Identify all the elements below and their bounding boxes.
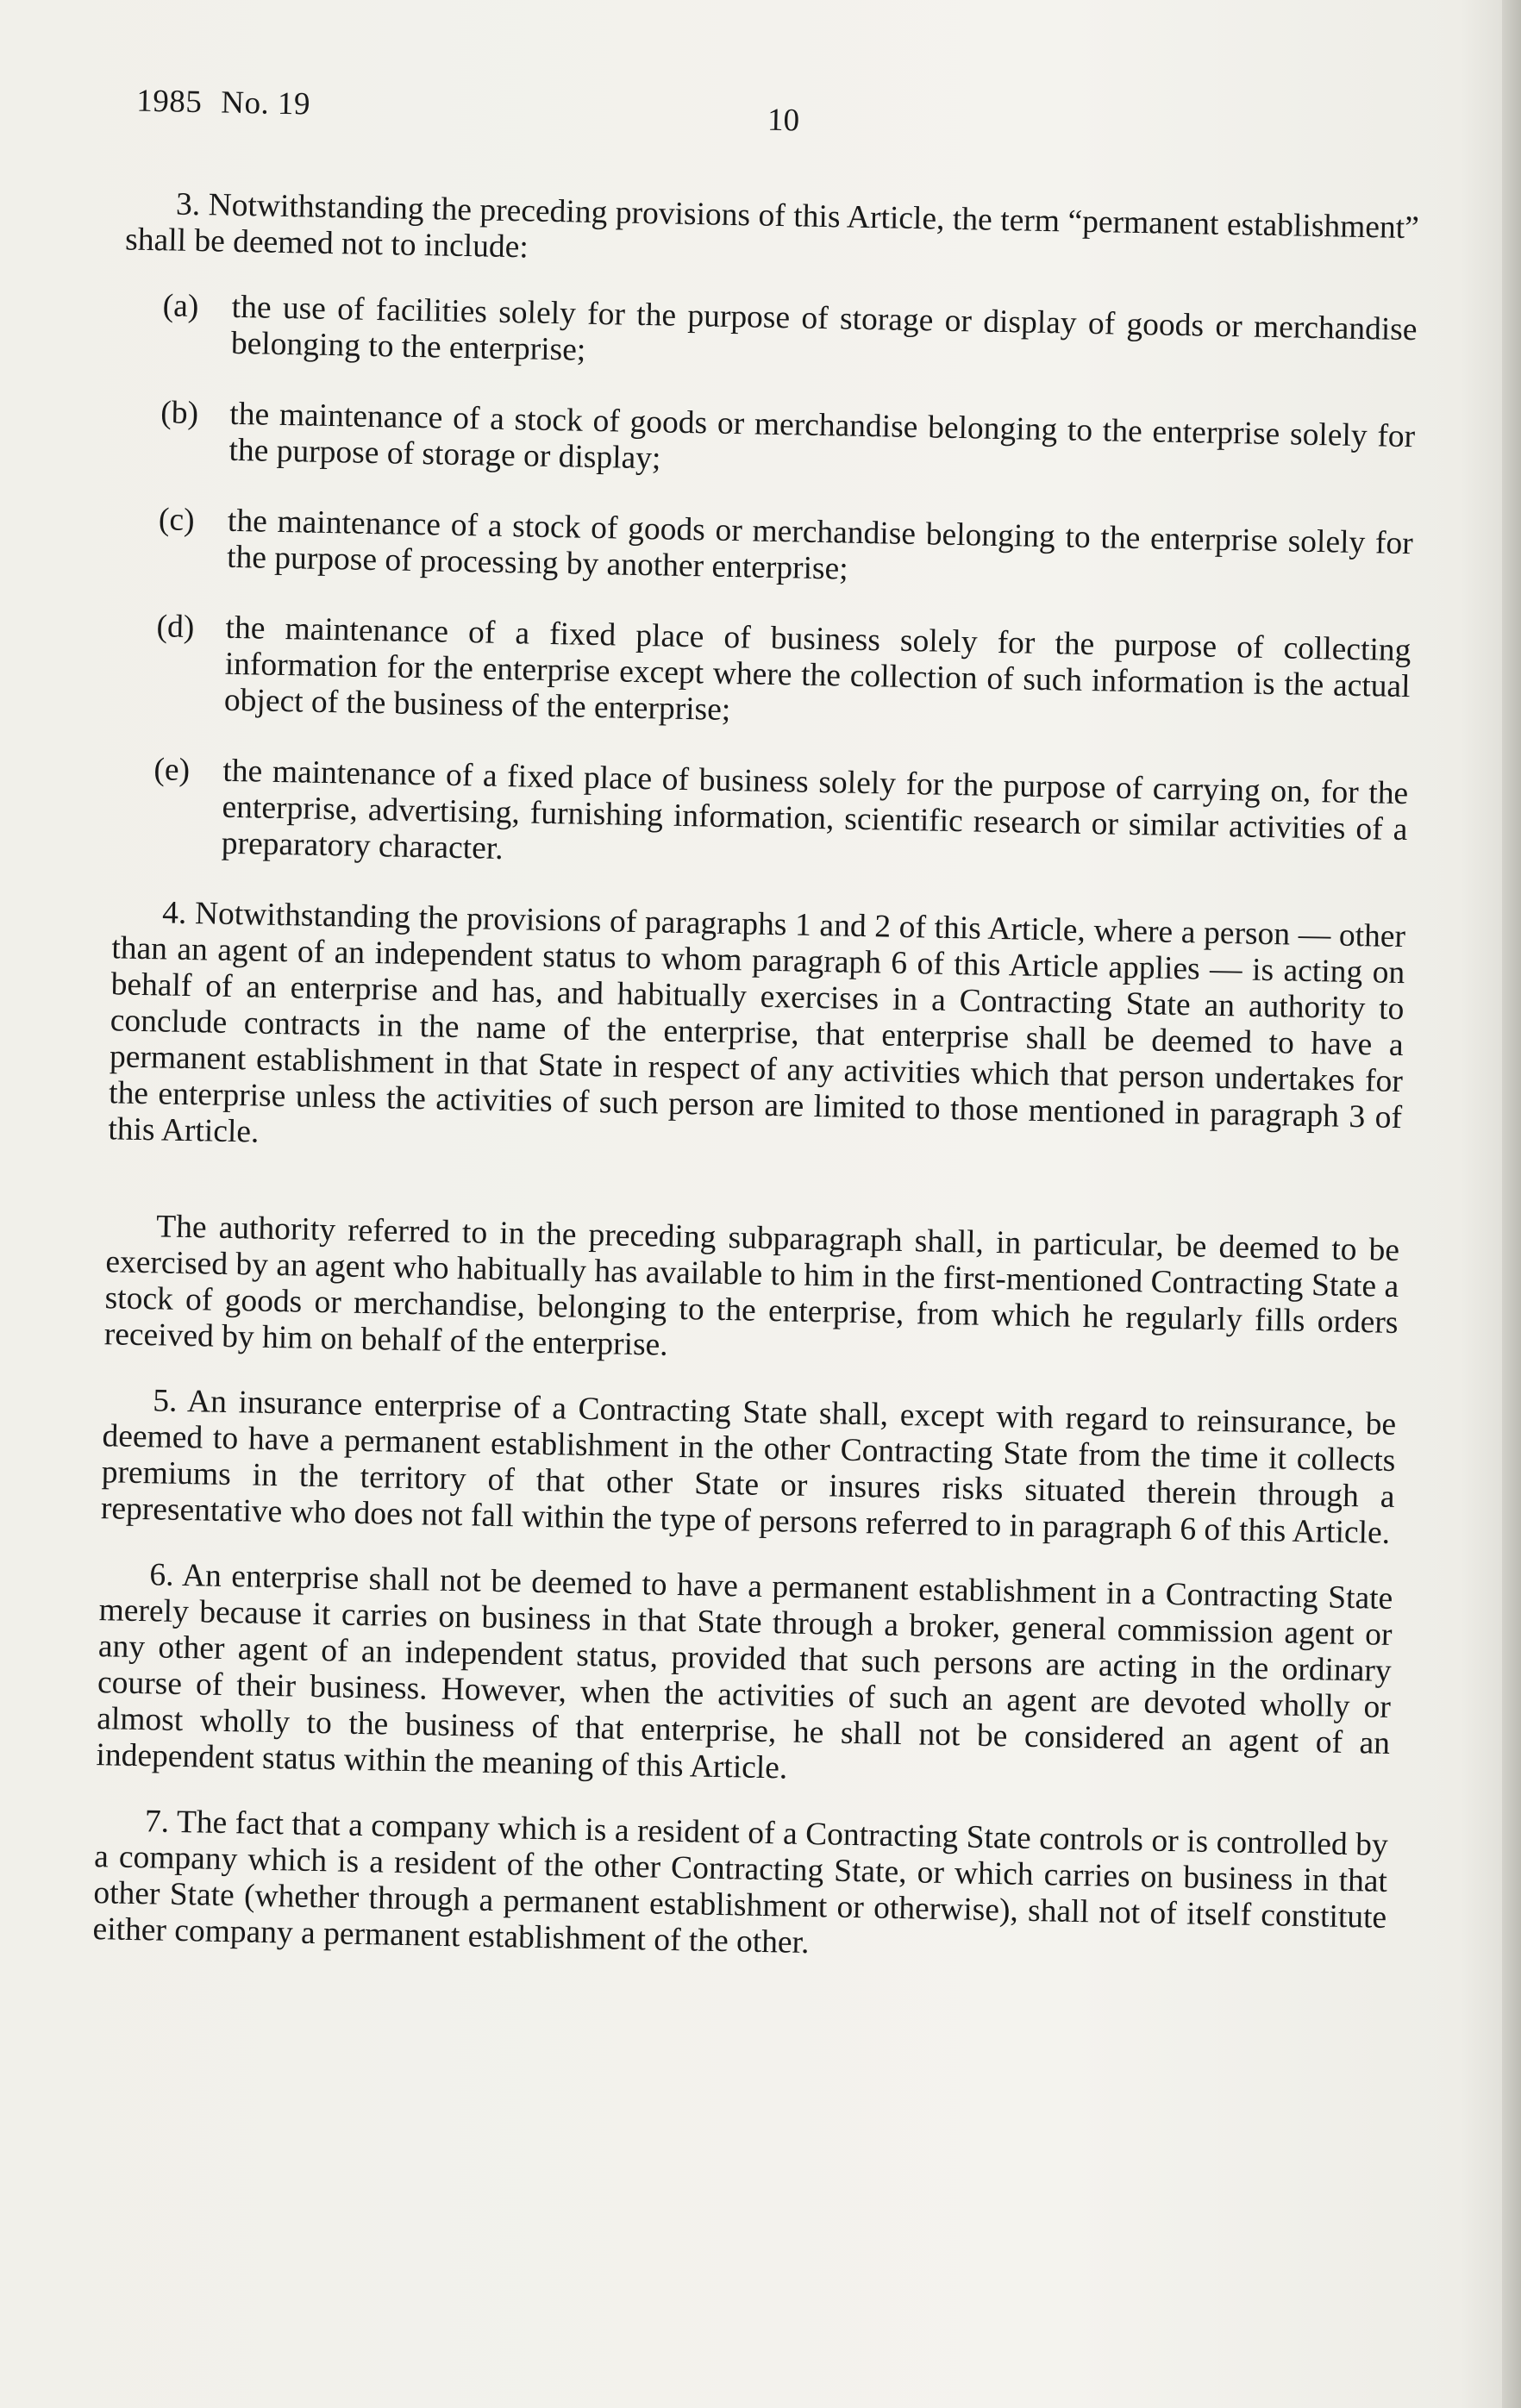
page-header [136, 83, 330, 123]
list-item-text: the use of facilities solely for the purpose of storage or display of goods or merchandise belonging to the enterprise; [230, 289, 1418, 368]
paragraph-7: 7. The fact that a company which is a resident of a Contracting State controls or is controlled by a company which is a resident of the other Contracting State, or which carries on business in that other State (whether through a permanent establishment or otherwise), shall not of itself constitute either company a permanent establishment of the other. [92, 1804, 1389, 1961]
paragraph-3-intro: 3. Notwithstanding the preceding provisions of this Article, the term “permanent establishment” shall be deemed not to include: [124, 186, 1420, 266]
list-item-d [155, 609, 1411, 741]
list-item-c [158, 502, 1413, 598]
list-item-text: the maintenance of a stock of goods or merchandise belonging to the enterprise solely for the purpose of storage or display; [228, 396, 1416, 477]
list-item-text: the maintenance of a fixed place of business solely for the purpose of collecting information for the enterprise except where the collection of such information is the actual object of the business of the enterprise; [223, 610, 1411, 729]
list-item-label: (c) [158, 502, 196, 539]
page-spine-shadow [1502, 0, 1521, 2408]
article-body [92, 185, 1420, 2001]
list-item-e [152, 752, 1408, 885]
paragraph-5: 5. An insurance enterprise of a Contracting State shall, except with regard to reinsurance, be deemed to have a permanent establishment in the other Contracting State from the time it collects premiums in the territory of that other State or insures risks situated therein through a representative who does not fall within the type of persons referred to in paragraph 6 of this Article. [100, 1383, 1397, 1551]
list-item-text: the maintenance of a fixed place of business solely for the purpose of carrying on, for the enterprise, advertising, furnishing information, scientific research or similar activities of a preparatory character. [221, 753, 1409, 867]
list-item-label: (b) [160, 395, 199, 432]
header-number: No. 19 [220, 84, 311, 122]
text-block [15, 0, 1509, 2408]
list-item-text: the maintenance of a stock of goods or merchandise belonging to the enterprise solely for the purpose of processing by another enterprise; [226, 503, 1414, 587]
list-item-label: (a) [162, 288, 199, 325]
header-year: 1985 [135, 83, 203, 121]
paragraph-6: 6. An enterprise shall not be deemed to have a permanent establishment in a Contracting State merely because it carries on business in that State through a broker, general commission agent or any other agent of an independent status, provided that such persons are acting in the ordinary course of their business. However, when the activities of such an agent are devoted wholly or almost wholly to the business of that enterprise, he shall not be considered an agent of an independent status within the meaning of this Article. [96, 1557, 1393, 1786]
list-item-label: (e) [153, 752, 191, 789]
paragraph-4-subparagraph: The authority referred to in the preceding subparagraph shall, in particular, be deemed to be exercised by an agent who habitually has available to him in the first-mentioned Contracting State a stock of goods or merchandise, belonging to the enterprise, from which he regularly fills orders received by him on behalf of the enterprise. [103, 1209, 1400, 1363]
list-item-b [160, 395, 1415, 491]
paragraph-4: 4. Notwithstanding the provisions of paragraphs 1 and 2 of this Article, where a person — other than an agent of an independent status to whom paragraph 6 of this Article applies — is acting on behalf of an enterprise and has, and habitually exercises in a Contracting State an authority to conclude contracts in the name of the enterprise, that enterprise shall be deemed to have a permanent establishment in that State in respect of any activities which that person undertakes for the enterprise unless the activities of such person are limited to those mentioned in paragraph 3 of this Article. [108, 895, 1406, 1150]
list-item-label: (d) [156, 609, 195, 646]
list-item-a [162, 288, 1418, 385]
page-number: 10 [767, 102, 800, 139]
